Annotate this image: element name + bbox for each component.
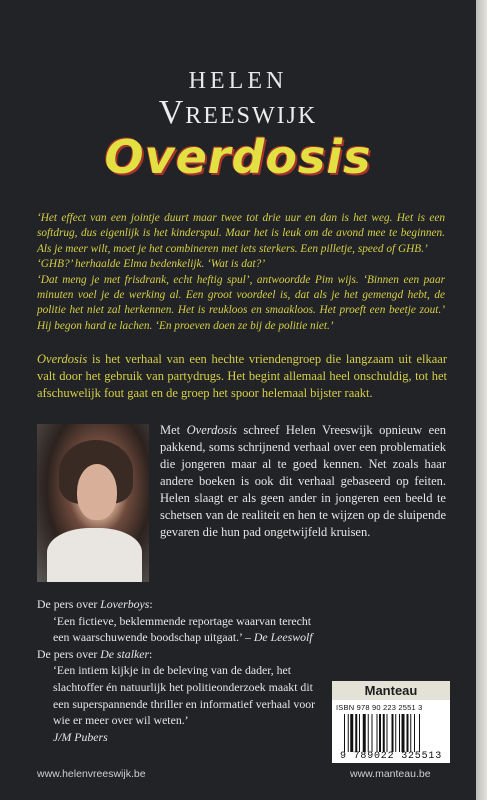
barcode-bar [355,714,357,752]
excerpt-quote [37,211,445,334]
bio-body: schreef Helen Vreeswijk opnieuw een pakkend, soms schrijnend verhaal over een problematiek die jongeren maar al te goed kennen. Net zoals haar andere boeken is ook dit verhaal gebaseerd op feiten. Helen slaagt er als geen ander in jongeren een beeld te schetsen van de realiteit en hen te wijzen op de sluipende gevaren die hun pad ongetwijfeld kruisen. [160,423,447,539]
barcode-bar [410,714,411,752]
press-book-title: De stalker [100,646,150,661]
summary-body: is het verhaal van een hechte vriendengroep die langzaam uit elkaar valt door het gebruik van partydrugs. Het begint allemaal heel onschuldig, tot het afschuwelijk fout gaat en de groep het spoor helemaal bijster raakt. [37,352,447,400]
press-intro-text: De pers over [37,597,101,611]
publisher-name: Manteau [332,681,450,700]
author-website[interactable]: www.helenvreeswijk.be [37,768,146,780]
isbn-text: ISBN 978 90 223 2551 3 [336,703,423,712]
barcode-bar [372,714,373,752]
press-book-title: Loverboys [100,597,150,611]
barcode-bar [363,714,366,752]
barcode-bar [348,714,349,752]
barcode-icon [344,714,444,752]
barcode-bar [383,714,385,752]
barcode-bar [379,714,381,752]
press-quote [37,613,321,646]
press-source-line [37,729,321,746]
barcode-bar [377,714,378,752]
barcode-bar [414,714,415,752]
barcode-bar [402,714,405,752]
quote-paragraph: ‘GHB?’ herhaalde Elma bedenkelijk. ‘Wat is dat?’ [37,258,266,271]
author-bio [160,422,446,541]
press-intro-colon: : [149,646,153,661]
press-quote [37,662,321,728]
press-quote-text: ‘Een fictieve, beklemmende reportage waarvan terecht een waarschuwende boodschap uitgaat.’ – [53,613,312,645]
publisher-website[interactable]: www.manteau.be [350,768,431,780]
isbn-box [332,681,450,763]
photo-shirt [47,528,142,582]
book-title: Overdosis [104,130,372,184]
barcode-bar [344,714,345,752]
barcode-bar [395,714,396,752]
barcode-bar [350,714,353,752]
quote-paragraph: ‘Het effect van een jointje duurt maar twee tot drie uur en dan is het weg. Het is een softdrug, dus eigenlijk is het kinderspul. Maar het is leuk om de avond mee te beginnen. Als je meer wilt, moet je het combineren met iets sterkers. Een pilletje, speed of GHB.’ [37,212,445,255]
author-first-name: HELEN [188,68,288,94]
barcode-bar [387,714,388,752]
bio-pre: Met [160,423,187,437]
bio-title-ref: Overdosis [186,423,237,437]
press-quote-text: ‘Een intiem kijkje in de beleving van de dader, het slachtoffer én natuurlijk het politieonderzoek maakt dit een superspannende thriller en informatief verhaal voor wie er meer over wil weten.’ [53,663,316,728]
photo-face [77,464,117,520]
press-source: J/M Pubers [53,729,108,744]
press-intro [37,646,321,663]
press-source: De Leeswolf [253,630,313,645]
press-intro-text: De pers over [37,646,101,661]
author-last-name: Vreeswijk [158,94,318,131]
press-reviews [37,596,321,745]
quote-paragraph: ‘Dat meng je met frisdrank, echt heftig spul’, antwoordde Pim wijs. ‘Binnen een paar minuten voel je de werking al. Een groot voordeel is, dat als je het gemengd hebt, de politie het niet zal herkennen. Het is reukloos en smaakloos. Het proeft een beetje zout.’ Hij begon hard te lachen. ‘En proeven doen ze bij de politie niet.’ [37,273,445,332]
page-edge [476,0,487,800]
barcode-number: 9 789022 325513 [339,751,442,762]
barcode-bar [407,714,409,752]
summary-title-ref: Overdosis [37,352,88,366]
summary-text [37,351,447,402]
author-photo [37,424,149,582]
barcode-bar [392,714,394,752]
barcode-bar [359,714,360,752]
barcode-bar [399,714,400,752]
press-intro-colon: : [149,597,153,611]
press-intro [37,596,321,613]
barcode-bar [419,714,420,752]
barcode-bar [368,714,369,752]
